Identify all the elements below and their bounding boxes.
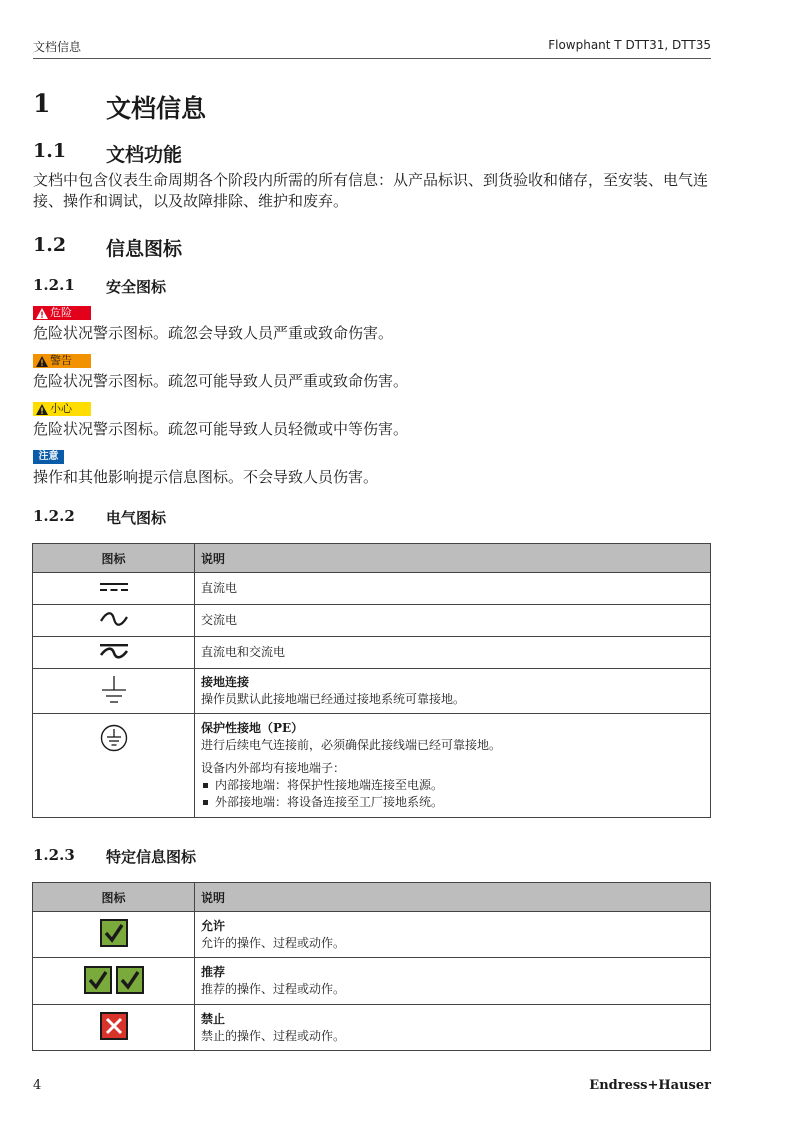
preferred-title: 推荐: [201, 965, 226, 979]
dc-description: 直流电: [195, 573, 711, 605]
section-1-title: 文档信息: [106, 94, 207, 123]
ground-icon: [33, 669, 195, 714]
danger-text: 危险状况警示图标。疏忽会导致人员严重或致命伤害。: [33, 324, 394, 342]
section-1-1-title: 文档功能: [106, 144, 183, 166]
permitted-title: 允许: [201, 918, 226, 933]
danger-label: 危险: [50, 306, 72, 319]
table-row: [33, 605, 711, 637]
column-header-icon: 图标: [33, 883, 195, 912]
ac-dc-description: 直流电和交流电: [195, 637, 711, 669]
ac-description: 交流电: [195, 605, 711, 637]
table-row: [33, 669, 711, 714]
preferred-description: 推荐的操作、过程或动作。: [201, 982, 346, 996]
protective-earth-icon: [33, 714, 195, 818]
permitted-check-icon: [33, 912, 195, 958]
warning-triangle-icon: [36, 308, 48, 319]
section-1-2-3-number: 1.2.3: [33, 846, 75, 864]
ac-dc-icon: [33, 637, 195, 669]
section-1-2-2-number: 1.2.2: [33, 507, 75, 525]
forbidden-description: 禁止的操作、过程或动作。: [201, 1028, 346, 1043]
notice-text: 操作和其他影响提示信息图标。不会导致人员伤害。: [33, 468, 379, 486]
running-header-right: Flowphant T DTT31, DTT35: [548, 38, 711, 52]
section-1-number: 1: [33, 89, 51, 118]
ground-title: 接地连接: [201, 675, 250, 689]
warning-triangle-icon: [36, 404, 48, 415]
caution-text: 危险状况警示图标。疏忽可能导致人员轻微或中等伤害。: [33, 420, 409, 438]
preferred-double-check-icon: [33, 958, 195, 1005]
table-row: [33, 637, 711, 669]
section-1-2-1-title: 安全图标: [106, 278, 167, 296]
forbidden-x-icon: [33, 1005, 195, 1051]
caution-badge: [33, 402, 91, 416]
danger-badge: [33, 306, 91, 320]
table-row: [33, 912, 711, 958]
pe-title: 保护性接地（PE）: [201, 721, 304, 735]
table-row: [33, 573, 711, 605]
running-header-left: 文档信息: [33, 40, 82, 54]
notice-badge: [33, 450, 64, 464]
section-1-1-text: 文档中包含仪表生命周期各个阶段内所需的所有信息：从产品标识、到货验收和储存，至安装、电气连接、操作和调试，以及故障排除、维护和废弃。: [33, 171, 709, 210]
header-rule: [33, 58, 711, 59]
pe-bullet-external: 外部接地端：将设备连接至工厂接地系统。: [201, 794, 704, 811]
brand-footer: Endress+Hauser: [589, 1078, 711, 1093]
column-header-description: 说明: [195, 883, 711, 912]
table-row: [33, 714, 711, 818]
pe-description: 进行后续电气连接前，必须确保此接线端已经可靠接地。: [201, 738, 502, 752]
caution-label: 小心: [50, 402, 72, 415]
electrical-symbols-table: [32, 543, 711, 818]
information-symbols-table: [32, 882, 711, 1051]
warning-triangle-icon: [36, 356, 48, 367]
section-1-2-2-title: 电气图标: [106, 509, 167, 527]
page-number: 4: [33, 1078, 42, 1093]
pe-intro: 设备内外部均有接地端子：: [201, 761, 346, 775]
warning-text: 危险状况警示图标。疏忽可能导致人员严重或致命伤害。: [33, 372, 409, 390]
warning-badge: [33, 354, 91, 368]
permitted-description: 允许的操作、过程或动作。: [201, 935, 346, 950]
ac-icon: [33, 605, 195, 637]
section-1-2-1-number: 1.2.1: [33, 276, 75, 294]
column-header-icon: 图标: [33, 544, 195, 573]
pe-bullet-internal: 内部接地端：将保护性接地端连接至电源。: [201, 777, 704, 794]
column-header-description: 说明: [195, 544, 711, 573]
section-1-1-number: 1.1: [33, 140, 67, 162]
section-1-2-3-title: 特定信息图标: [106, 848, 197, 866]
ground-description: 操作员默认此接地端已经通过接地系统可靠接地。: [201, 692, 466, 706]
dc-icon: [33, 573, 195, 605]
section-1-2-title: 信息图标: [106, 238, 183, 260]
table-row: [33, 958, 711, 1005]
section-1-2-number: 1.2: [33, 234, 67, 256]
forbidden-title: 禁止: [201, 1011, 226, 1026]
table-row: [33, 1005, 711, 1051]
notice-label: 注意: [38, 451, 59, 462]
warning-label: 警告: [50, 354, 72, 367]
